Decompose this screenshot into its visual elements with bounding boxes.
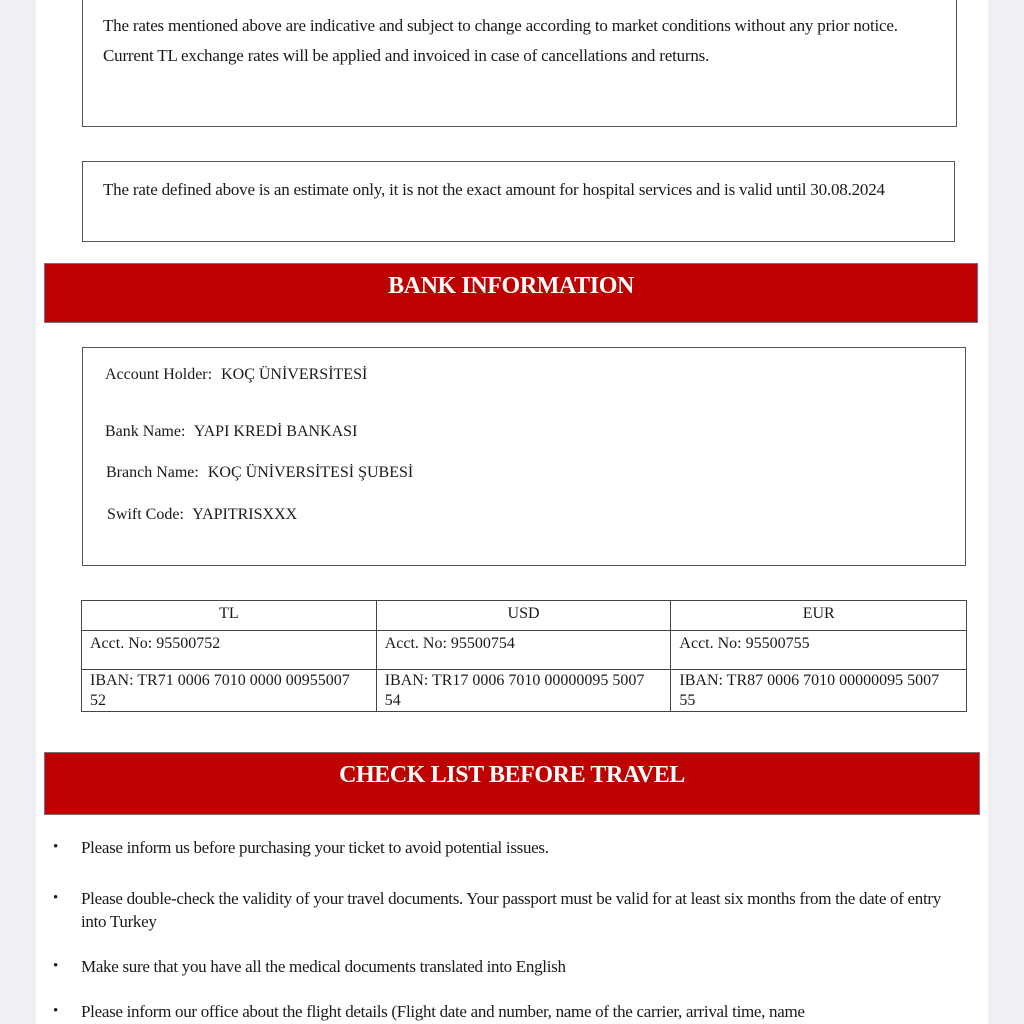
bullet-icon: • (53, 890, 58, 906)
bank-name-value: YAPI KREDİ BANKASI (193, 423, 358, 440)
bank-name-line (105, 422, 357, 442)
checklist-item (53, 955, 961, 978)
usd-account-number: Acct. No: 95500754 (376, 631, 671, 670)
tl-account-number: Acct. No: 95500752 (82, 631, 377, 670)
bank-name-label: Bank Name: (105, 423, 186, 440)
account-holder-line (105, 365, 367, 385)
column-header-usd: USD (376, 601, 671, 631)
checklist-item-text: Make sure that you have all the medical documents translated into English (81, 957, 566, 976)
checklist-item (53, 836, 961, 859)
column-header-tl: TL (82, 601, 377, 631)
column-header-eur: EUR (671, 601, 967, 631)
bullet-icon: • (53, 1003, 58, 1019)
travel-checklist (53, 836, 961, 1023)
rates-disclaimer-text: The rates mentioned above are indicative and subject to change according to market conditions without any prior notice. Current TL exchange rates will be applied and invoiced in case of cancellations and returns. (103, 16, 898, 65)
tl-iban: IBAN: TR71 0006 7010 0000 00955007 52 (82, 670, 377, 712)
bank-details-box (82, 347, 966, 566)
swift-code-line (107, 505, 297, 525)
swift-code-label: Swift Code: (107, 506, 184, 523)
account-holder-label: Account Holder: (105, 366, 213, 383)
table-row (82, 631, 967, 670)
checklist-item (53, 1000, 961, 1023)
branch-name-value: KOÇ ÜNİVERSİTESİ ŞUBESİ (207, 464, 414, 481)
bullet-icon: • (53, 958, 58, 974)
table-row (82, 670, 967, 712)
checklist-item-text: Please inform us before purchasing your ticket to avoid potential issues. (81, 838, 549, 857)
bank-accounts-table (81, 600, 967, 712)
checklist-item (53, 887, 961, 933)
branch-name-label: Branch Name: (106, 464, 199, 481)
checklist-header: CHECK LIST BEFORE TRAVEL (44, 752, 980, 815)
rates-disclaimer-box (82, 0, 957, 127)
usd-iban: IBAN: TR17 0006 7010 00000095 5007 54 (376, 670, 671, 712)
bank-information-header: BANK INFORMATION (44, 263, 978, 323)
eur-iban: IBAN: TR87 0006 7010 00000095 5007 55 (671, 670, 967, 712)
branch-name-line (106, 463, 413, 483)
account-holder-value: KOÇ ÜNİVERSİTESİ (221, 366, 368, 383)
checklist-item-text: Please inform our office about the flight details (Flight date and number, name of the carrier, arrival time, name (81, 1002, 805, 1021)
table-header-row (82, 601, 967, 631)
bullet-icon: • (53, 839, 58, 855)
eur-account-number: Acct. No: 95500755 (671, 631, 967, 670)
estimate-notice-text: The rate defined above is an estimate only, it is not the exact amount for hospital services and is valid until 30.08.2024 (103, 180, 885, 199)
swift-code-value: YAPITRISXXX (192, 506, 298, 523)
checklist-item-text: Please double-check the validity of your travel documents. Your passport must be valid for at least six months from the date of entry into Turkey (81, 889, 941, 931)
document-page (36, 0, 988, 1024)
estimate-notice-box (82, 161, 955, 242)
